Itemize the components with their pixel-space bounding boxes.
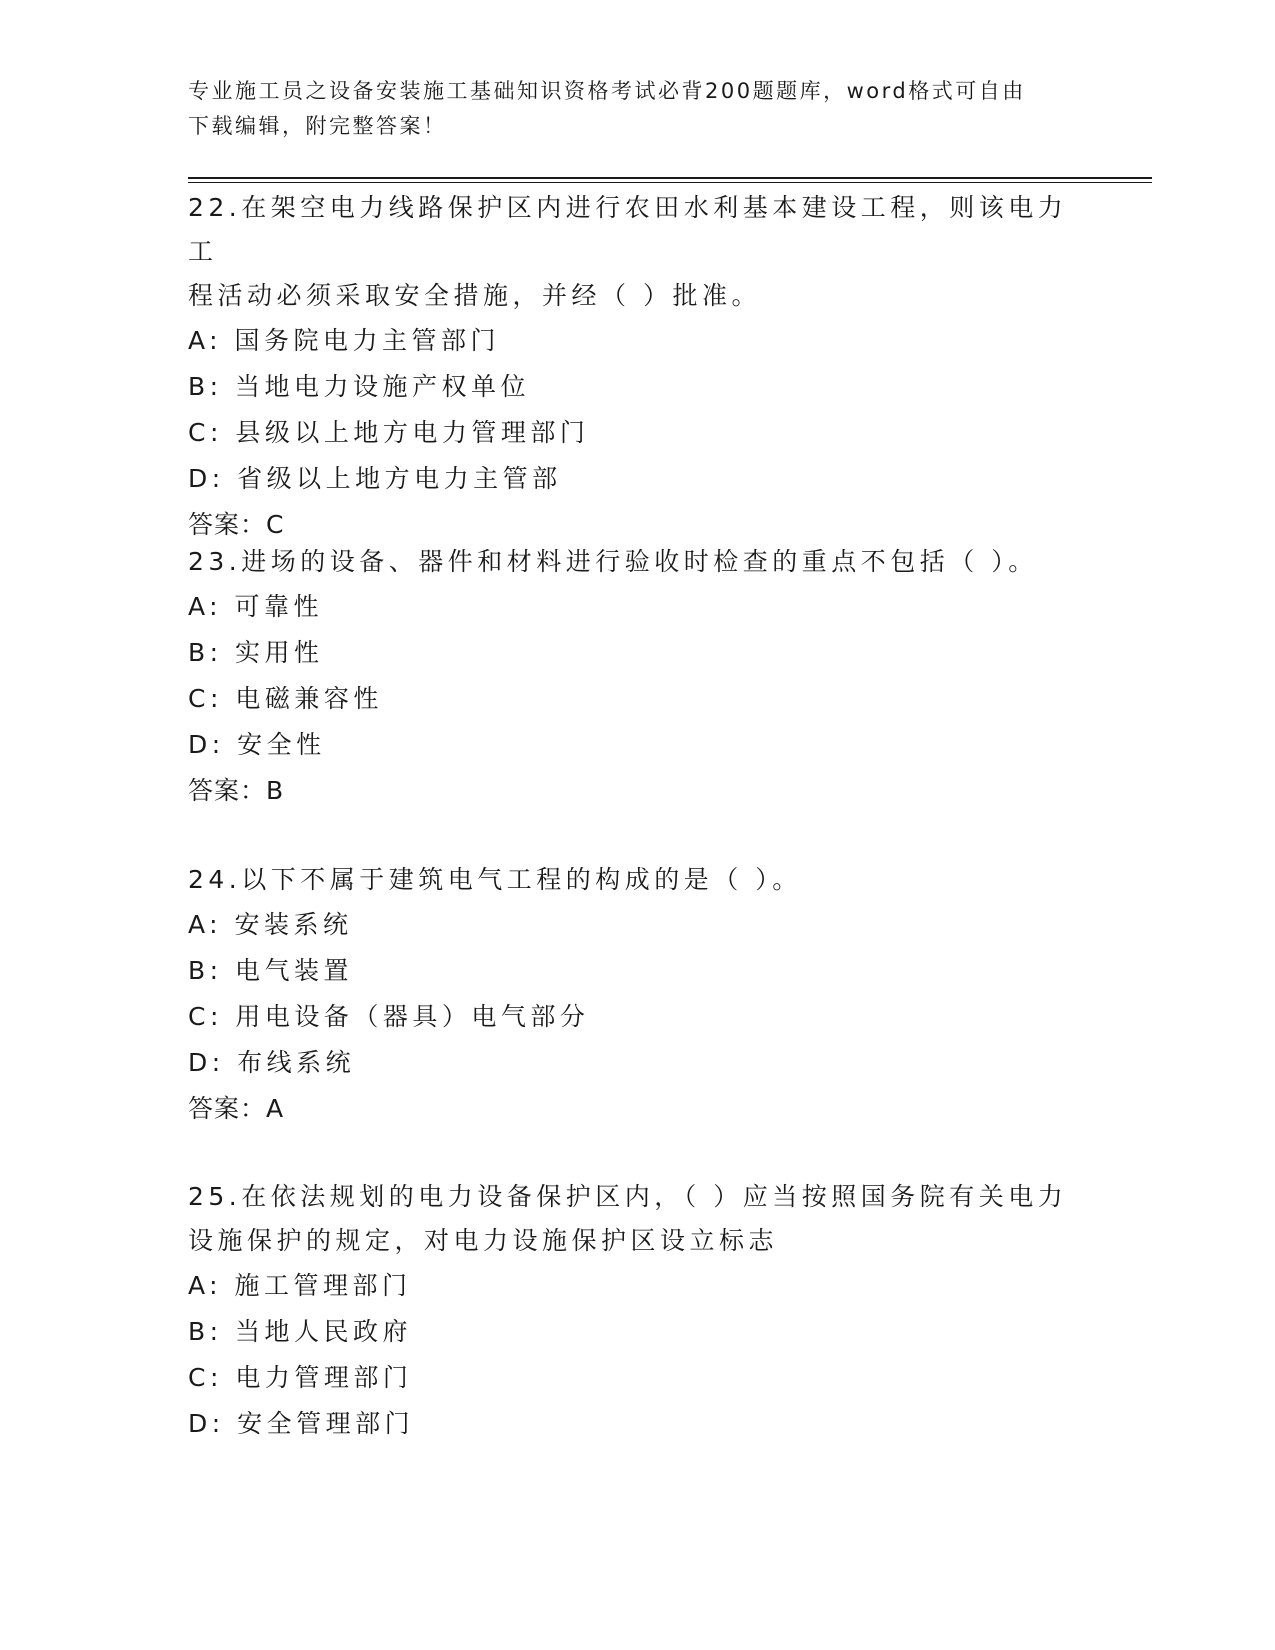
option-d: D: 安全性 <box>188 730 326 759</box>
answer-line: 答案：B <box>188 776 285 805</box>
question-22 <box>188 186 1088 548</box>
question-stem-line-2: 设施保护的规定，对电力设施保护区设立标志 <box>188 1226 779 1255</box>
option-b: B: 实用性 <box>188 638 324 667</box>
question-24 <box>188 858 1088 1132</box>
option-d: D: 省级以上地方电力主管部 <box>188 464 562 493</box>
question-stem-line-2: 程活动必须采取安全措施，并经（ ）批准。 <box>188 281 761 310</box>
answer-line: 答案：A <box>188 1094 285 1123</box>
answer-line: 答案：C <box>188 510 285 539</box>
question-stem-line-1: 22.在架空电力线路保护区内进行农田水利基本建设工程，则该电力工 <box>188 193 1068 266</box>
option-b: B: 当地电力设施产权单位 <box>188 372 531 401</box>
option-d: D: 安全管理部门 <box>188 1409 415 1438</box>
option-b: B: 当地人民政府 <box>188 1317 413 1346</box>
option-d: D: 布线系统 <box>188 1048 356 1077</box>
option-b: B: 电气装置 <box>188 956 354 985</box>
option-a: A: 施工管理部门 <box>188 1271 412 1300</box>
question-23 <box>188 540 1088 814</box>
header-divider-thick <box>188 177 1152 179</box>
option-a: A: 可靠性 <box>188 592 324 621</box>
question-25 <box>188 1175 1088 1447</box>
header-line-1: 专业施工员之设备安装施工基础知识资格考试必背200题题库，word格式可自由 <box>188 79 1026 103</box>
header-divider-thin <box>188 182 1152 183</box>
option-c: C: 电磁兼容性 <box>188 684 383 713</box>
option-a: A: 安装系统 <box>188 910 353 939</box>
option-c: C: 电力管理部门 <box>188 1363 413 1392</box>
question-stem-line-1: 24.以下不属于建筑电气工程的构成的是（ ）。 <box>188 865 802 894</box>
question-stem-line-1: 23.进场的设备、器件和材料进行验收时检查的重点不包括（ ）。 <box>188 547 1038 576</box>
document-header <box>188 74 1088 144</box>
option-a: A: 国务院电力主管部门 <box>188 326 501 355</box>
question-stem-line-1: 25.在依法规划的电力设备保护区内，（ ）应当按照国务院有关电力 <box>188 1182 1068 1211</box>
option-c: C: 县级以上地方电力管理部门 <box>188 418 590 447</box>
header-line-2: 下载编辑，附完整答案！ <box>188 114 447 138</box>
option-c: C: 用电设备（器具）电气部分 <box>188 1002 590 1031</box>
